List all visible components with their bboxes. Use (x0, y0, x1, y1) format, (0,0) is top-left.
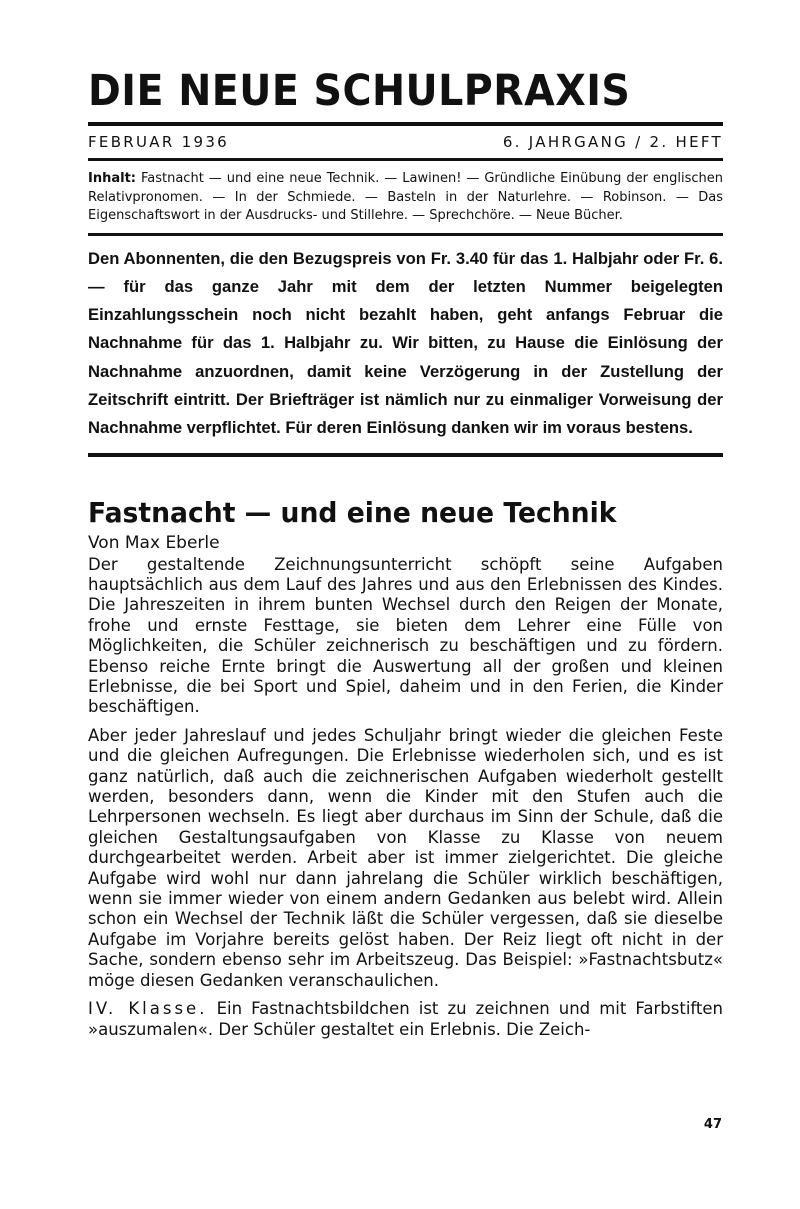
subscriber-notice: Den Abonnenten, die den Bezugspreis von Fr. 3.40 für das 1. Halbjahr oder Fr. 6.— für das ganze Jahr mit dem der letzten Nummer beigelegten Einzahlungsschein noch nicht bezahlt haben, geht anfangs Februar die Nachnahme für das 1. Halbjahr zu. Wir bitten, zu Hause die Einlösung der Nachnahme anzuordnen, damit keine Verzögerung in der Zustellung der Zeitschrift eintritt. Der Briefträger ist nämlich nur zu einmaliger Vorweisung der Nachnahme verpflichtet. Für deren Einlösung danken wir im voraus bestens. (88, 248, 723, 438)
article-paragraph-2: Aber jeder Jahreslauf und jedes Schuljahr bringt wieder die gleichen Feste und die gleichen Aufregungen. Die Erlebnisse wiederholen sich, und es ist ganz natürlich, daß auch die zeichnerischen Aufgaben wiederholt gestellt werden, besonders dann, wenn die Kinder mit den Stufen auch die Lehrpersonen wechseln. Es liegt aber durchaus im Sinn der Schule, daß die gleichen Gestaltungsaufgaben von Klasse zu Klasse von neuem durchgearbeitet werden. Arbeit aber ist immer zielgerichtet. Die gleiche Aufgabe wird wohl nur dann jahrelang die Schüler wirklich beschäftigen, wenn sie immer wieder von einem andern Gedanken aus belebt wird. Allein schon ein Wechsel der Technik läßt die Schüler vergessen, daß sie dieselbe Aufgabe im Vorjahre bereits gelöst haben. Der Reiz liegt oft nicht in der Sache, sondern ebenso sehr im Arbeitszeug. Das Beispiel: »Fastnachtsbutz« möge diesen Gedanken veranschaulichen. (88, 725, 723, 990)
issue-number: 6. JAHRGANG / 2. HEFT (502, 133, 723, 151)
masthead-rule (88, 122, 723, 126)
page-number: 47 (703, 1117, 722, 1132)
contents-label: Inhalt: (88, 171, 136, 186)
article-title: Fastnacht — und eine neue Technik (88, 495, 617, 529)
table-of-contents (88, 170, 723, 226)
class-level-label: IV. Klasse. (88, 999, 208, 1019)
article-paragraph-3 (88, 999, 723, 1040)
issue-row (88, 133, 723, 152)
issue-date: FEBRUAR 1936 (88, 133, 230, 151)
article-byline: Von Max Eberle (88, 532, 220, 553)
contents-top-rule (88, 158, 723, 161)
contents-bottom-rule (88, 233, 723, 236)
article-paragraph-3-text: Ein Fastnachtsbildchen ist zu zeichnen und mit Farbstiften »auszumalen«. Der Schüler gestaltet ein Erlebnis. Die Zeich- (88, 999, 724, 1039)
journal-page (88, 62, 723, 1040)
notice-rule (88, 453, 723, 457)
article-paragraph-1: Der gestaltende Zeichnungsunterricht schöpft seine Aufgaben hauptsächlich aus dem Lauf des Jahres und aus den Erlebnissen des Kindes. Die Jahreszeiten in ihrem bunten Wechsel durch den Reigen der Monate, frohe und ernste Festtage, sie bieten dem Lehrer eine Fülle von Möglichkeiten, die Schüler zeichnerisch zu beschäftigen und zu fördern. Ebenso reiche Ernte bringt die Auswertung all der großen und kleinen Erlebnisse, die bei Sport und Spiel, daheim und in den Ferien, die Kinder beschäftigen. (88, 554, 723, 717)
journal-masthead: DIE NEUE SCHULPRAXIS (88, 66, 631, 116)
contents-text: Fastnacht — und eine neue Technik. — Lawinen! — Gründliche Einübung der englischen Relativpronomen. — In der Schmiede. — Basteln in der Naturlehre. — Robinson. — Das Eigenschaftswort in der Ausdrucks- und Stillehre. — Sprechchöre. — Neue Bücher. (88, 171, 724, 223)
